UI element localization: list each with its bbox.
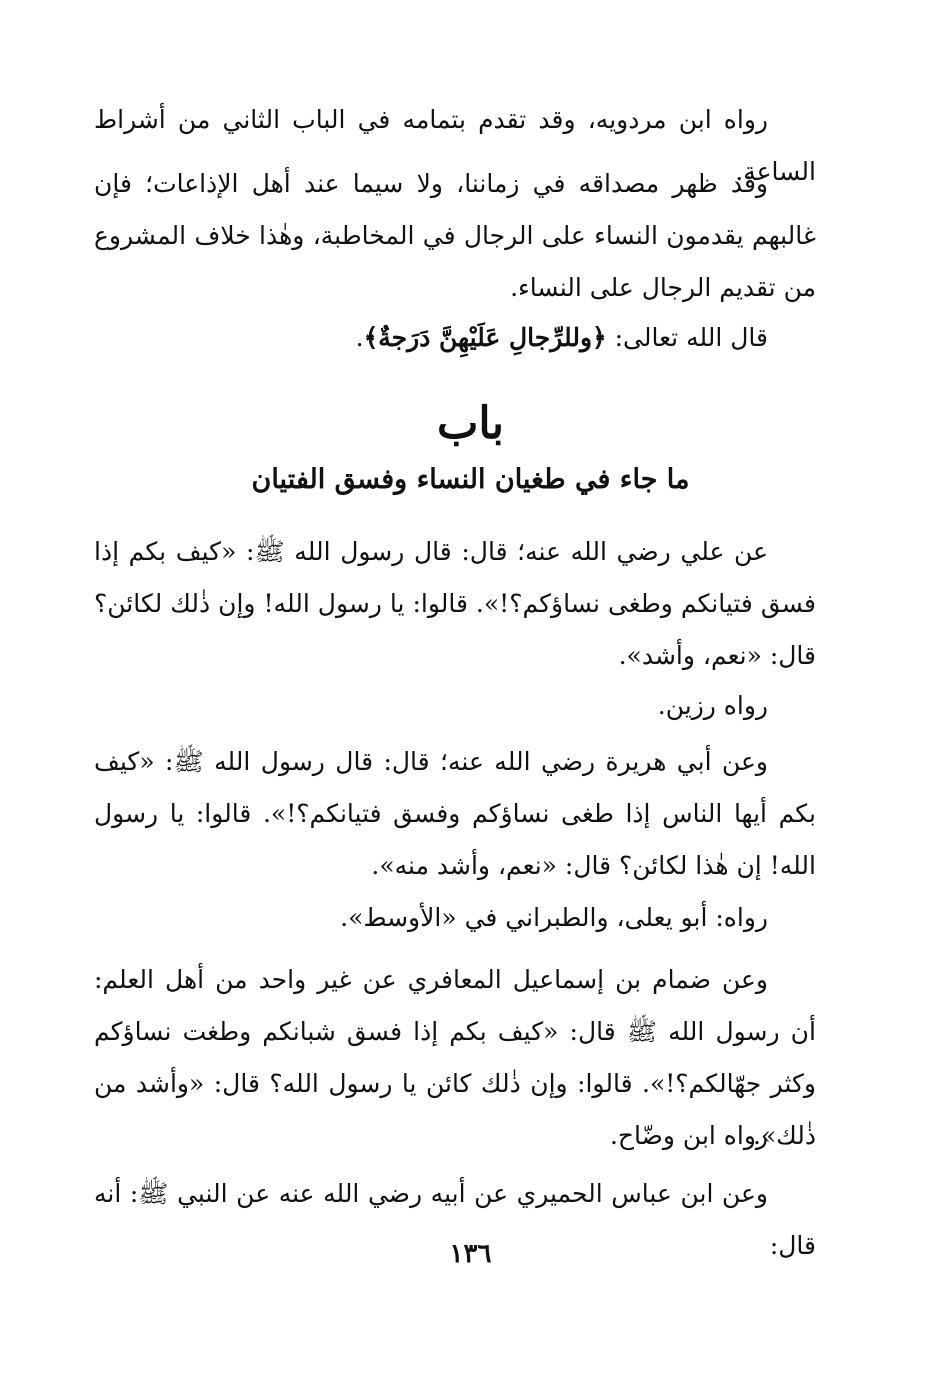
paragraph-narrator-razin: رواه رزين. bbox=[657, 691, 768, 720]
paragraph-hadith-dimam: وعن ضمام بن إسماعيل المعافري عن غير واحد من أهل العلم: أن رسول الله ﷺ قال: «كيف بكم إذا فسق شبانكم وطغت نساؤكم وكثر جهّالكم؟!». قالوا: وإن ذٰلك كائن يا رسول الله؟ قال: «وأشد من ذٰلك». bbox=[94, 965, 816, 1150]
quote-end: . bbox=[355, 323, 364, 352]
paragraph-narrator-abu-yala: رواه: أبو يعلى، والطبراني في «الأوسط». bbox=[340, 903, 768, 932]
paragraph-commentary: وقد ظهر مصداقه في زماننا، ولا سيما عند أهل الإذاعات؛ فإن غالبهم يقدمون النساء على الرجال في المخاطبة، وهٰذا خلاف المشروع من تقديم الرجال على النساء. bbox=[94, 169, 816, 302]
paragraph-text: رواه ابن مردويه، وقد تقدم بتمامه في الباب الثاني من أشراط الساعة. bbox=[94, 105, 816, 186]
paragraph-quran-quote bbox=[94, 312, 816, 364]
chapter-title: باب bbox=[436, 398, 505, 449]
page-number: ١٣٦ bbox=[449, 1239, 492, 1269]
paragraph-hadith-ali: عن علي رضي الله عنه؛ قال: قال رسول الله ﷺ: «كيف بكم إذا فسق فتيانكم وطغى نساؤكم؟!». قالوا: يا رسول الله! وإن ذٰلك لكائن؟ قال: «نعم، وأشد». bbox=[94, 537, 816, 670]
quran-verse: ﴿وللرِّجالِ عَلَيْهِنَّ دَرَجةٌ﴾ bbox=[363, 323, 607, 352]
paragraph-hadith-abu-hurayra: وعن أبي هريرة رضي الله عنه؛ قال: قال رسول الله ﷺ: «كيف بكم أيها الناس إذا طغى نساؤكم وفسق فتيانكم؟!». قالوا: يا رسول الله! إن هٰذا لكائن؟ قال: «نعم، وأشد منه». bbox=[94, 747, 816, 880]
chapter-subtitle: ما جاء في طغيان النساء وفسق الفتيان bbox=[251, 464, 690, 495]
paragraph-narrator-ibn-waddah: رواه ابن وضّاح. bbox=[609, 1121, 768, 1150]
quote-intro: قال الله تعالى: bbox=[606, 323, 768, 352]
paragraph-hadith-ibn-abbas: وعن ابن عباس الحميري عن أبيه رضي الله عنه عن النبي ﷺ: أنه قال: bbox=[94, 1179, 816, 1260]
